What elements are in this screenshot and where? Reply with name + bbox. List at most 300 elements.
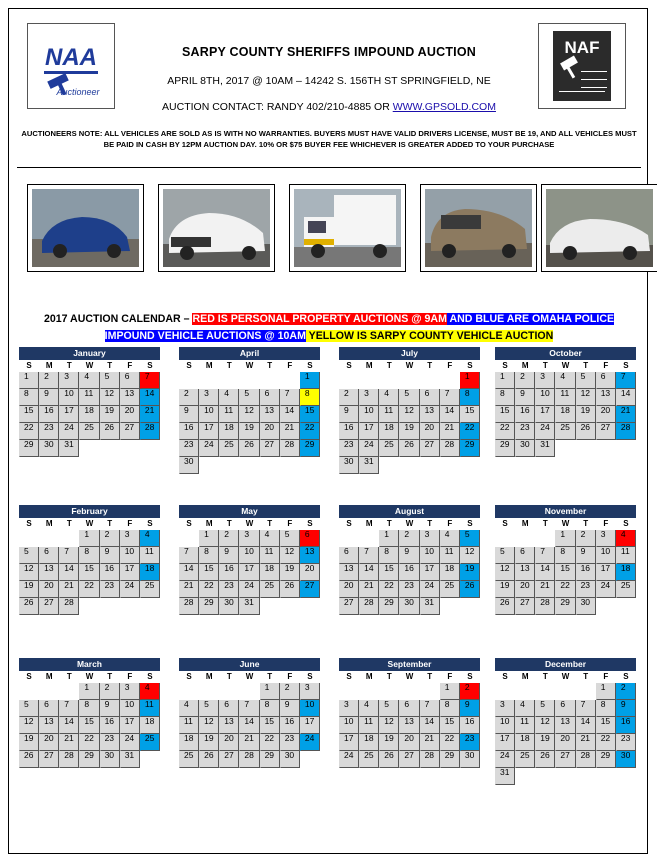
empty-cell (555, 440, 575, 457)
day-number: 15 (560, 564, 570, 573)
week-row (495, 734, 636, 751)
weekday-label: S (307, 672, 313, 681)
day-cell (420, 564, 440, 581)
day-number: 7 (620, 372, 626, 381)
empty-cell (120, 440, 140, 457)
empty-cell (260, 457, 280, 474)
day-cell (19, 751, 39, 768)
weekday-label: T (427, 672, 433, 681)
weekday-label: T (107, 672, 113, 681)
day-number: 23 (184, 440, 194, 449)
empty-cell (199, 683, 219, 700)
day-number: 13 (404, 717, 414, 726)
day-cell (39, 389, 59, 406)
week-row (179, 683, 320, 700)
day-number: 9 (580, 547, 586, 556)
day-number: 9 (620, 700, 626, 709)
week-row (339, 683, 480, 700)
day-number: 26 (24, 751, 34, 760)
day-number: 4 (144, 683, 150, 692)
day-number: 18 (560, 406, 570, 415)
day-number: 5 (284, 530, 290, 539)
day-cell (199, 530, 219, 547)
day-cell (260, 700, 280, 717)
day-cell (535, 372, 555, 389)
day-number: 28 (64, 751, 74, 760)
day-cell (59, 389, 79, 406)
empty-cell (280, 598, 300, 615)
day-cell (79, 700, 99, 717)
weekday-label: S (26, 361, 32, 370)
day-number: 7 (364, 547, 369, 556)
week-row (339, 423, 480, 440)
empty-cell (39, 530, 59, 547)
day-number: 4 (560, 372, 566, 381)
day-cell (59, 700, 79, 717)
day-cell (515, 440, 535, 457)
week-row (495, 683, 636, 700)
day-cell (616, 372, 636, 389)
day-number: 27 (600, 423, 611, 432)
day-number: 19 (384, 734, 394, 743)
naa-auctioneer-logo-icon (36, 31, 106, 101)
day-number: 6 (520, 547, 525, 556)
month-march (19, 658, 160, 768)
week-row (179, 581, 320, 598)
day-number: 26 (464, 581, 475, 590)
day-cell (440, 581, 460, 598)
day-cell (19, 717, 39, 734)
day-cell (59, 406, 79, 423)
day-cell (219, 564, 239, 581)
day-number: 13 (264, 406, 275, 415)
empty-cell (339, 530, 359, 547)
day-number: 16 (520, 406, 530, 415)
weekday-label: T (427, 519, 433, 528)
day-number: 7 (184, 547, 189, 556)
weekday-label: F (603, 361, 609, 370)
day-cell (399, 564, 419, 581)
day-cell (616, 717, 636, 734)
day-cell (616, 389, 636, 406)
day-number: 31 (424, 598, 435, 607)
day-cell (515, 423, 535, 440)
day-number: 17 (124, 564, 135, 573)
day-cell (100, 734, 120, 751)
day-cell (179, 717, 199, 734)
day-cell (440, 440, 460, 457)
week-row (179, 440, 320, 457)
day-number: 4 (620, 530, 626, 539)
week-row (339, 564, 480, 581)
day-number: 13 (124, 389, 135, 398)
empty-cell (576, 683, 596, 700)
day-cell (379, 547, 399, 564)
day-number: 21 (540, 581, 550, 590)
day-cell (359, 700, 379, 717)
day-cell (39, 700, 59, 717)
day-cell (495, 406, 515, 423)
day-number: 14 (244, 717, 254, 726)
day-number: 21 (580, 734, 591, 743)
empty-cell (535, 530, 555, 547)
day-cell (515, 700, 535, 717)
empty-cell (359, 683, 379, 700)
day-cell (460, 530, 480, 547)
day-number: 24 (204, 440, 214, 449)
day-cell (59, 423, 79, 440)
day-number: 10 (424, 547, 435, 556)
day-number: 6 (560, 700, 566, 709)
day-cell (120, 423, 140, 440)
week-row (495, 389, 636, 406)
day-cell (515, 717, 535, 734)
day-cell (339, 717, 359, 734)
day-number: 31 (64, 440, 74, 449)
day-cell (100, 372, 120, 389)
day-cell (300, 734, 320, 751)
day-number: 7 (64, 700, 70, 709)
day-cell (260, 530, 280, 547)
day-cell (495, 547, 515, 564)
day-number: 2 (404, 530, 410, 539)
weekday-label: M (365, 672, 373, 681)
week-row (19, 440, 160, 457)
empty-cell (420, 457, 440, 474)
day-cell (140, 389, 160, 406)
day-number: 11 (184, 717, 193, 726)
day-number: 28 (144, 423, 155, 432)
day-cell (535, 598, 555, 615)
day-number: 2 (104, 530, 110, 539)
day-cell (199, 751, 219, 768)
day-number: 19 (24, 581, 34, 590)
day-number: 20 (560, 734, 570, 743)
day-cell (440, 683, 460, 700)
day-cell (219, 389, 239, 406)
empty-cell (100, 598, 120, 615)
weekday-label: M (365, 361, 373, 370)
weekday-label: F (127, 519, 133, 528)
month-may (179, 505, 320, 615)
day-number: 19 (104, 406, 115, 415)
day-cell (440, 423, 460, 440)
weekday-label: S (26, 519, 32, 528)
weekday-label: T (386, 519, 392, 528)
day-cell (39, 751, 59, 768)
weekday-label: F (287, 519, 293, 528)
weekday-label: M (521, 672, 529, 681)
day-cell (339, 598, 359, 615)
day-number: 2 (184, 389, 189, 398)
day-number: 18 (384, 423, 394, 432)
day-cell (616, 751, 636, 768)
day-cell (140, 530, 160, 547)
day-cell (596, 700, 616, 717)
weekday-label: F (447, 672, 453, 681)
day-cell (179, 700, 199, 717)
day-number: 5 (244, 389, 250, 398)
day-cell (576, 372, 596, 389)
empty-cell (379, 457, 399, 474)
white-mustang-image-icon (546, 189, 653, 267)
day-cell (515, 751, 535, 768)
vehicle-photo (289, 184, 406, 272)
month-june (179, 658, 320, 768)
day-number: 25 (620, 581, 631, 590)
day-number: 3 (364, 389, 369, 398)
weekday-label: W (561, 519, 570, 528)
day-number: 17 (540, 406, 550, 415)
day-number: 6 (304, 530, 310, 539)
day-number: 27 (304, 581, 315, 590)
day-cell (19, 440, 39, 457)
weekday-label: T (386, 361, 392, 370)
day-cell (535, 581, 555, 598)
day-number: 20 (600, 406, 611, 415)
day-number: 27 (264, 440, 275, 449)
day-number: 10 (244, 547, 254, 556)
day-number: 24 (304, 734, 315, 743)
day-cell (199, 717, 219, 734)
day-cell (179, 598, 199, 615)
day-number: 24 (64, 423, 74, 432)
day-cell (339, 389, 359, 406)
day-number: 7 (244, 700, 250, 709)
day-number: 10 (304, 700, 315, 709)
day-number: 6 (600, 372, 606, 381)
day-cell (596, 564, 616, 581)
day-cell (300, 530, 320, 547)
month-name: October (495, 347, 636, 360)
day-number: 13 (44, 564, 54, 573)
day-cell (59, 598, 79, 615)
day-cell (280, 406, 300, 423)
day-number: 31 (244, 598, 254, 607)
day-number: 26 (384, 751, 394, 760)
day-cell (535, 700, 555, 717)
day-cell (359, 406, 379, 423)
day-number: 6 (424, 389, 430, 398)
day-number: 30 (404, 598, 414, 607)
day-number: 28 (244, 751, 254, 760)
day-cell (280, 700, 300, 717)
day-cell (535, 389, 555, 406)
day-cell (495, 389, 515, 406)
day-cell (59, 734, 79, 751)
day-cell (199, 564, 219, 581)
week-row (495, 751, 636, 768)
day-number: 19 (464, 564, 475, 573)
day-cell (59, 547, 79, 564)
month-february (19, 505, 160, 615)
day-cell (420, 700, 440, 717)
empty-cell (19, 683, 39, 700)
day-number: 25 (224, 440, 234, 449)
day-cell (535, 751, 555, 768)
day-number: 22 (444, 734, 455, 743)
weekday-label: T (583, 361, 589, 370)
day-number: 30 (520, 440, 530, 449)
day-number: 18 (144, 564, 155, 573)
weekday-label: W (405, 672, 414, 681)
day-number: 1 (304, 372, 310, 381)
day-cell (616, 734, 636, 751)
week-row (179, 423, 320, 440)
day-number: 9 (104, 700, 110, 709)
day-number: 6 (404, 700, 410, 709)
empty-cell (219, 372, 239, 389)
day-cell (280, 564, 300, 581)
empty-cell (555, 768, 575, 785)
day-number: 3 (344, 700, 349, 709)
week-row (179, 389, 320, 406)
day-number: 3 (304, 683, 310, 692)
day-cell (460, 700, 480, 717)
week-row (179, 457, 320, 474)
empty-cell (460, 598, 480, 615)
weekday-header (339, 671, 480, 683)
day-cell (379, 700, 399, 717)
empty-cell (260, 598, 280, 615)
day-number: 11 (560, 389, 570, 398)
day-number: 21 (444, 423, 455, 432)
empty-cell (239, 457, 259, 474)
day-number: 3 (64, 372, 70, 381)
day-cell (339, 457, 359, 474)
day-cell (39, 406, 59, 423)
day-cell (440, 530, 460, 547)
day-number: 31 (540, 440, 550, 449)
day-number: 15 (84, 564, 94, 573)
day-number: 23 (404, 581, 414, 590)
week-row (339, 598, 480, 615)
day-number: 30 (284, 751, 295, 760)
day-number: 23 (620, 734, 631, 743)
day-cell (420, 530, 440, 547)
day-number: 28 (284, 440, 295, 449)
day-number: 10 (124, 700, 135, 709)
day-number: 15 (600, 717, 611, 726)
day-number: 12 (104, 389, 115, 398)
day-number: 24 (124, 734, 135, 743)
day-cell (555, 423, 575, 440)
day-cell (359, 717, 379, 734)
day-number: 12 (284, 547, 295, 556)
day-cell (79, 372, 99, 389)
day-number: 23 (284, 734, 295, 743)
day-number: 30 (224, 598, 234, 607)
day-cell (219, 700, 239, 717)
weekday-label: T (267, 361, 273, 370)
day-cell (440, 734, 460, 751)
day-cell (495, 564, 515, 581)
day-number: 16 (404, 564, 414, 573)
week-row (339, 457, 480, 474)
legend-blue: AND BLUE ARE OMAHA POLICE IMPOUND VEHICLE AUCTIONS @ 10AM (104, 313, 615, 342)
day-cell (555, 751, 575, 768)
weekday-label: S (346, 519, 352, 528)
day-number: 2 (224, 530, 230, 539)
week-row (339, 734, 480, 751)
empty-cell (359, 530, 379, 547)
day-number: 22 (204, 581, 214, 590)
day-number: 17 (600, 564, 611, 573)
day-number: 6 (344, 547, 349, 556)
day-number: 8 (84, 547, 90, 556)
day-cell (399, 598, 419, 615)
empty-cell (100, 440, 120, 457)
empty-cell (79, 598, 99, 615)
weekday-label: S (307, 361, 313, 370)
website-link[interactable]: WWW.GPSOLD.COM (392, 101, 496, 113)
empty-cell (379, 372, 399, 389)
day-number: 10 (540, 389, 550, 398)
weekday-header (19, 518, 160, 530)
weekday-label: F (127, 672, 133, 681)
day-number: 26 (404, 440, 414, 449)
month-name: June (179, 658, 320, 671)
day-number: 27 (224, 751, 234, 760)
day-cell (616, 423, 636, 440)
weekday-header (179, 671, 320, 683)
weekday-header (179, 518, 320, 530)
day-number: 12 (500, 564, 510, 573)
week-row (339, 440, 480, 457)
day-cell (260, 406, 280, 423)
legend-yellow: YELLOW IS SARPY COUNTY VEHICLE AUCTION (305, 330, 554, 342)
contact-text: AUCTION CONTACT: RANDY 402/210-4885 OR (162, 101, 393, 113)
empty-cell (379, 683, 399, 700)
day-cell (420, 734, 440, 751)
empty-cell (440, 598, 460, 615)
empty-cell (300, 457, 320, 474)
day-cell (616, 547, 636, 564)
day-number: 9 (104, 547, 110, 556)
day-cell (19, 581, 39, 598)
empty-cell (140, 751, 160, 768)
week-row (495, 768, 636, 785)
empty-cell (79, 440, 99, 457)
weekday-label: S (467, 361, 473, 370)
day-cell (515, 734, 535, 751)
weekday-label: F (603, 519, 609, 528)
empty-cell (239, 683, 259, 700)
day-number: 21 (64, 734, 74, 743)
day-number: 22 (384, 581, 394, 590)
day-number: 22 (304, 423, 315, 432)
empty-cell (399, 457, 419, 474)
day-cell (596, 530, 616, 547)
day-number: 12 (384, 717, 394, 726)
day-cell (39, 598, 59, 615)
day-number: 10 (124, 547, 135, 556)
day-cell (199, 581, 219, 598)
empty-cell (300, 751, 320, 768)
day-cell (555, 564, 575, 581)
empty-cell (420, 683, 440, 700)
day-number: 3 (424, 530, 430, 539)
day-number: 11 (620, 547, 630, 556)
day-number: 13 (44, 717, 54, 726)
day-cell (100, 700, 120, 717)
day-number: 19 (404, 423, 414, 432)
day-number: 30 (184, 457, 194, 466)
weekday-label: T (542, 519, 548, 528)
week-row (495, 406, 636, 423)
day-cell (120, 406, 140, 423)
weekday-header (19, 671, 160, 683)
